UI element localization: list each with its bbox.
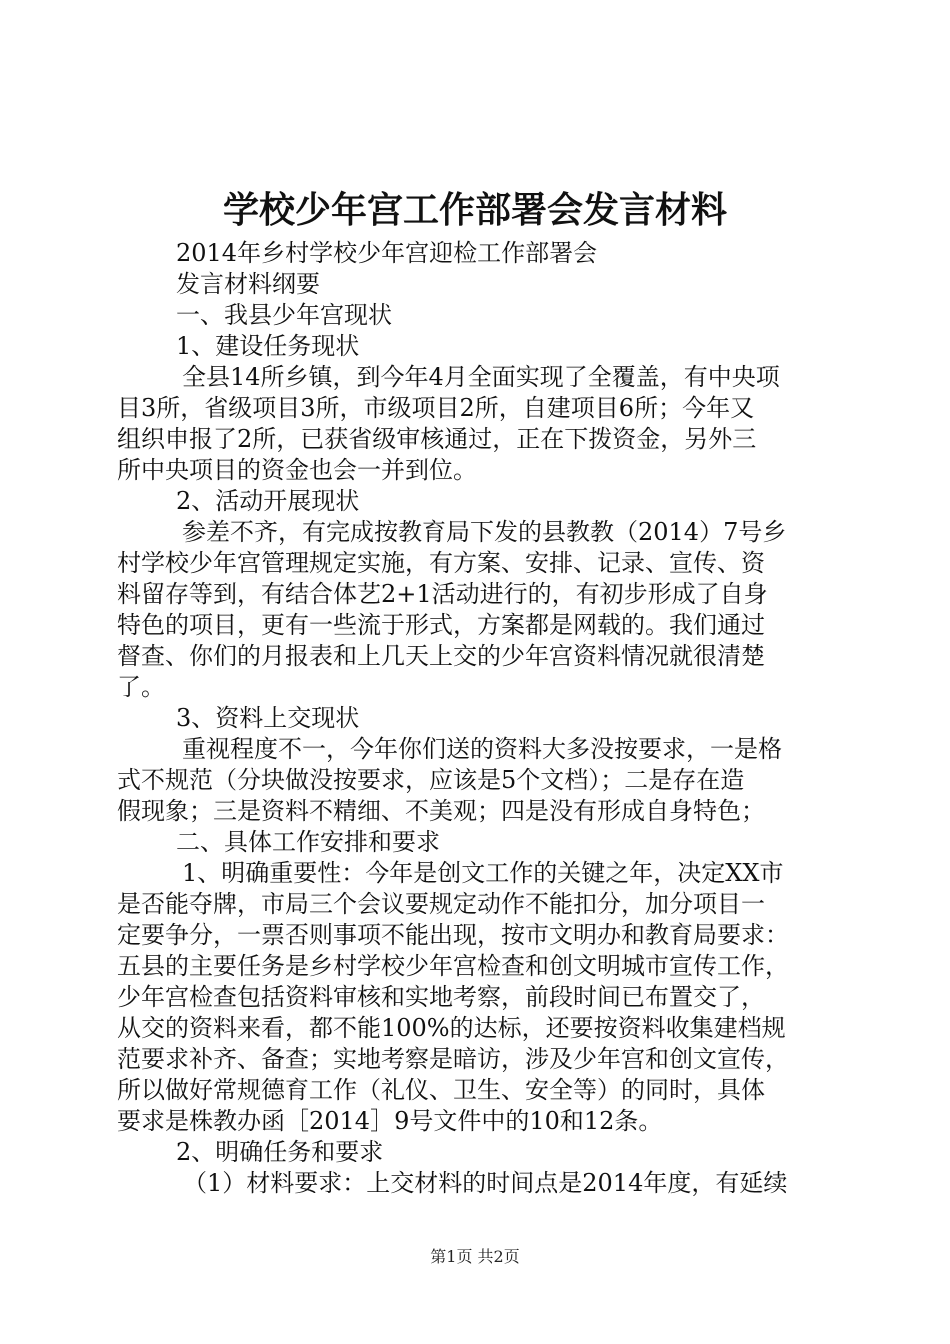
body-line: 督查、你们的月报表和上几天上交的少年宫资料情况就很清楚 bbox=[117, 642, 765, 670]
body-line: 少年宫检查包括资料审核和实地考察，前段时间已布置交了， bbox=[117, 983, 765, 1011]
body-line: 料留存等到，有结合体艺2+1活动进行的，有初步形成了自身 bbox=[117, 580, 768, 608]
body-line: 二、具体工作安排和要求 bbox=[176, 828, 440, 856]
body-line: 范要求补齐、备查；实地考察是暗访，涉及少年宫和创文宣传， bbox=[117, 1045, 789, 1073]
body-line: 一、我县少年宫现状 bbox=[176, 301, 392, 329]
body-line: 组织申报了2所，已获省级审核通过，正在下拨资金，另外三 bbox=[117, 425, 757, 453]
body-line: 村学校少年宫管理规定实施，有方案、安排、记录、宣传、资 bbox=[117, 549, 765, 577]
page-footer: 第1页 共2页 bbox=[430, 1247, 520, 1266]
body-line: 五县的主要任务是乡村学校少年宫检查和创文明城市宣传工作， bbox=[117, 952, 789, 980]
body-line: 1、明确重要性：今年是创文工作的关键之年，决定XX市 bbox=[182, 859, 784, 887]
body-line: 所中央项目的资金也会一并到位。 bbox=[117, 456, 477, 484]
body-line: （1）材料要求：上交材料的时间点是2014年度，有延续 bbox=[183, 1169, 788, 1197]
body-line: 从交的资料来看，都不能100%的达标，还要按资料收集建档规 bbox=[117, 1014, 786, 1042]
body-line: 全县14所乡镇，到今年4月全面实现了全覆盖，有中央项 bbox=[182, 363, 780, 391]
body-line: 要求是株教办函［2014］9号文件中的10和12条。 bbox=[117, 1107, 663, 1135]
body-line: 所以做好常规德育工作（礼仪、卫生、安全等）的同时，具体 bbox=[117, 1076, 765, 1104]
body-line: 了。 bbox=[117, 673, 165, 701]
body-line: 2、活动开展现状 bbox=[176, 487, 360, 515]
document-body bbox=[117, 238, 837, 1199]
body-line: 参差不齐，有完成按教育局下发的县教教（2014）7号乡 bbox=[182, 518, 787, 546]
body-line: 3、资料上交现状 bbox=[176, 704, 360, 732]
body-line: 重视程度不一，今年你们送的资料大多没按要求，一是格 bbox=[182, 735, 782, 763]
body-line: 假现象；三是资料不精细、不美观；四是没有形成自身特色； bbox=[117, 797, 765, 825]
body-line: 定要争分，一票否则事项不能出现，按市文明办和教育局要求： bbox=[117, 921, 789, 949]
body-line: 目3所，省级项目3所，市级项目2所，自建项目6所；今年又 bbox=[117, 394, 755, 422]
body-line: 2、明确任务和要求 bbox=[176, 1138, 384, 1166]
body-line: 特色的项目，更有一些流于形式，方案都是网载的。我们通过 bbox=[117, 611, 765, 639]
document-title: 学校少年宫工作部署会发言材料 bbox=[222, 189, 727, 231]
body-line: 2014年乡村学校少年宫迎检工作部署会 bbox=[176, 239, 598, 267]
body-line: 1、建设任务现状 bbox=[176, 332, 360, 360]
body-line: 式不规范（分块做没按要求，应该是5个文档）；二是存在造 bbox=[117, 766, 745, 794]
body-line: 发言材料纲要 bbox=[176, 270, 320, 298]
body-line: 是否能夺牌，市局三个会议要规定动作不能扣分，加分项目一 bbox=[117, 890, 765, 918]
